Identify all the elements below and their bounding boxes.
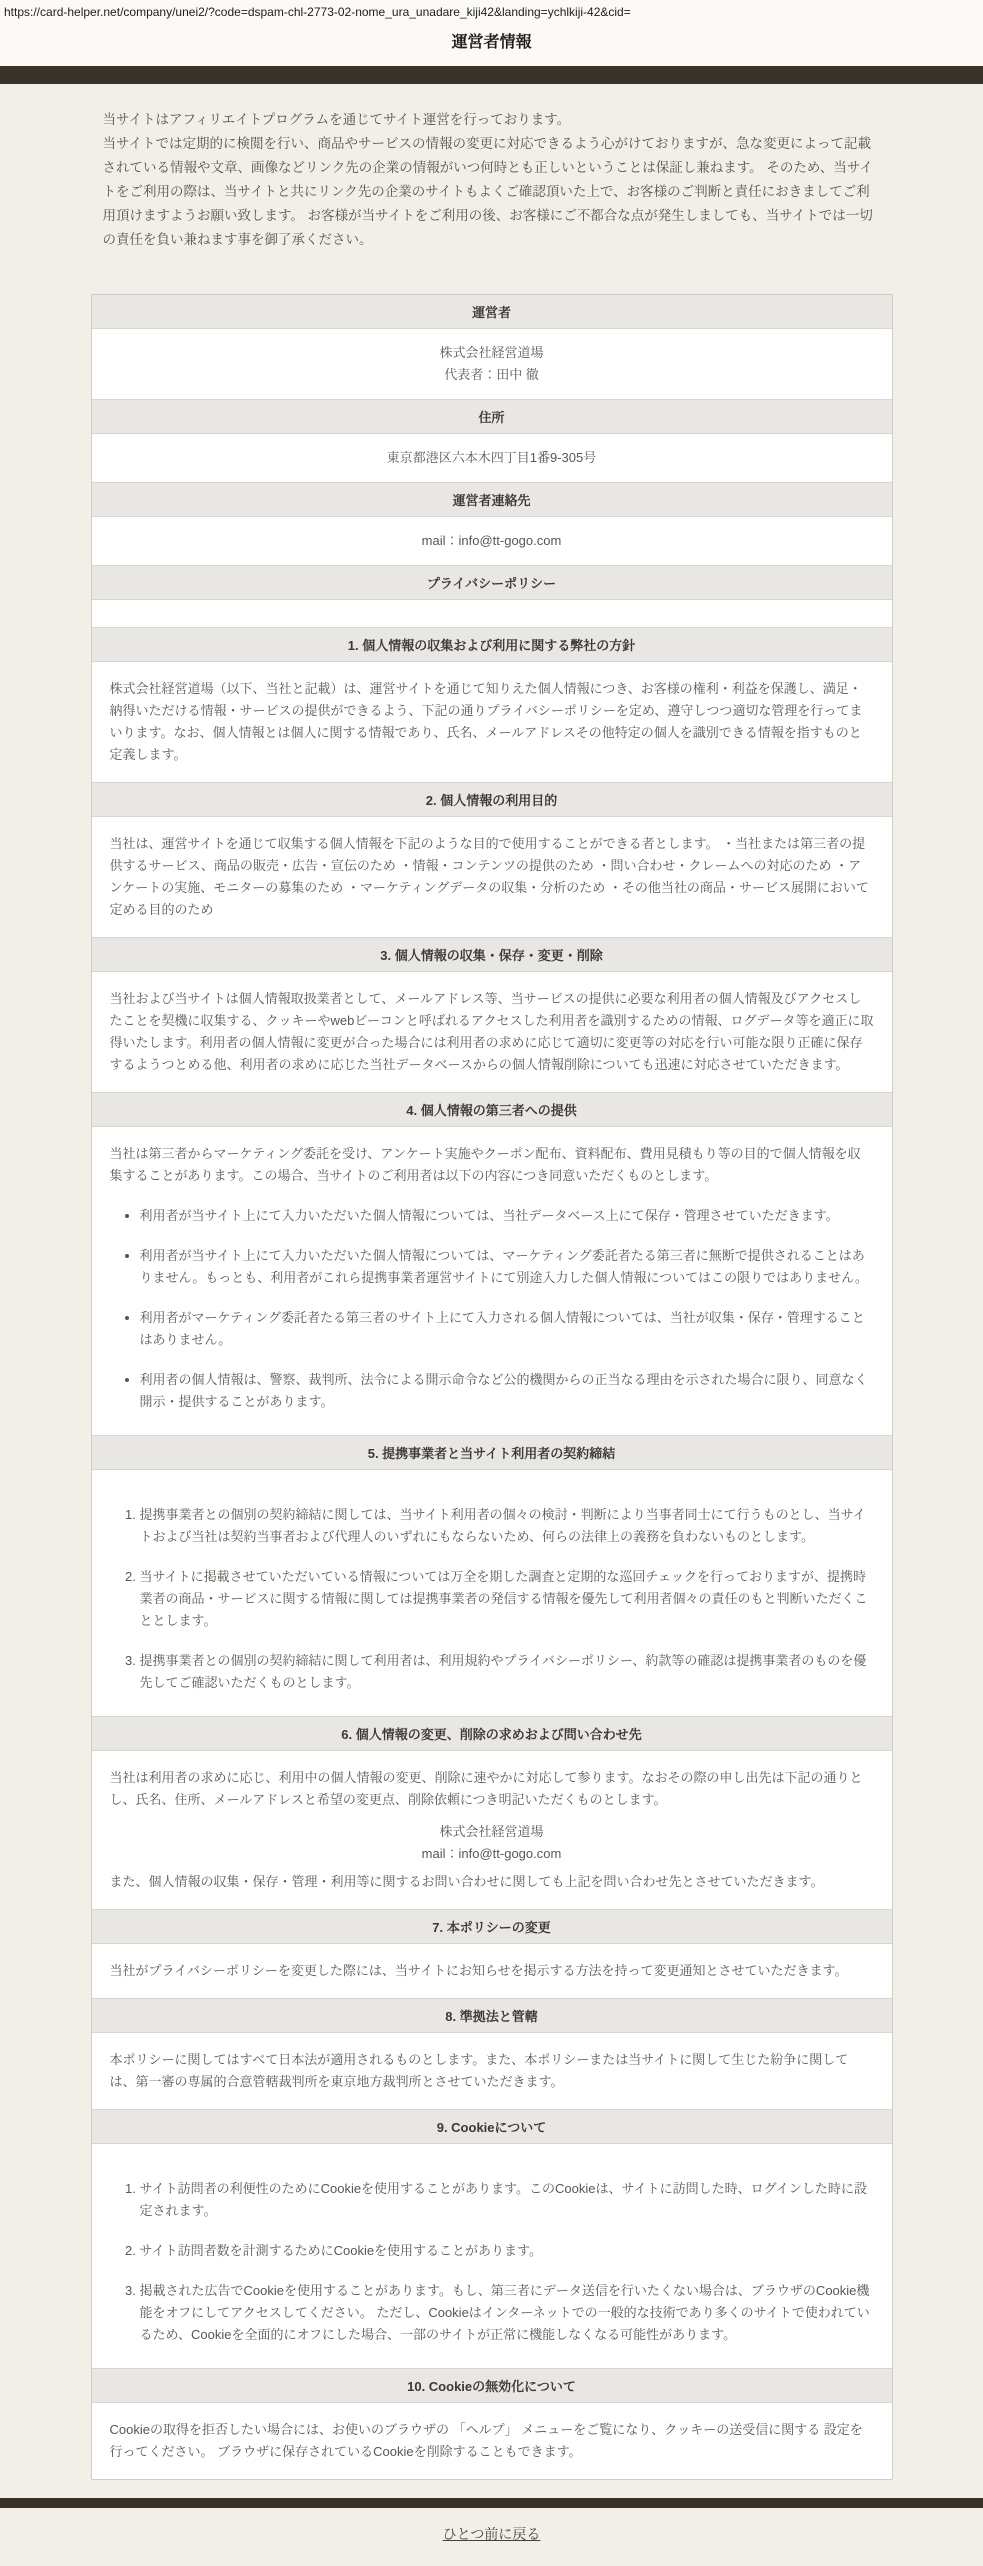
- section-header-row: 6. 個人情報の変更、削除の求めおよび問い合わせ先: [92, 1717, 892, 1751]
- section-header-row: 4. 個人情報の第三者への提供: [92, 1093, 892, 1127]
- intro-paragraph: [91, 84, 893, 252]
- section-paragraph: 当社がプライバシーポリシーを変更した際には、当サイトにお知らせを掲示する方法を持って変更通知とさせていただきます。: [109, 1963, 848, 1978]
- section-paragraph: 当社および当サイトは個人情報取扱業者として、メールアドレス等、当サービスの提供に必要な利用者の個人情報及びアクセスしたことを契機に収集する、クッキーやwebビーコンと呼ばれるアクセスした利用者を識別するための情報、ログデータ等を適正に取得いたします。利用者の個人情報に変更が合った場合には利用者の求めに応じて適切に変更等の対応を行い可能な限り正確に保存するようつとめる他、利用者の求めに応じた当社データベースからの個人情報削除についても迅速に対応させていただきます。: [109, 991, 874, 1072]
- centered-value-row: [92, 517, 892, 566]
- section-header-row: プライバシーポリシー: [92, 566, 892, 600]
- section-text-row: [92, 1944, 892, 1999]
- bullet-item: • 利用者がマーケティング委託者たる第三者のサイト上にて入力される個人情報については、当社が収集・保存・管理することはありません。: [140, 1307, 874, 1351]
- section-text-row: [92, 817, 892, 938]
- contact-center-block: [110, 1821, 874, 1865]
- section-paragraph: 株式会社経営道場（以下、当社と記載）は、運営サイトを通じて知りえた個人情報につき、お客様の権利・利益を保護し、満足・納得いただける情報・サービスの提供ができるよう、下記の通りプライバシーポリシーを定め、遵守しつつ適切な管理を行ってまいります。なお、個人情報とは個人に関する情報であり、氏名、メールアドレスその他特定の個人を識別できる情報を指すものと定義します。: [109, 681, 863, 762]
- bottom-divider-bar: [0, 2498, 983, 2508]
- section-text-row: [92, 662, 892, 783]
- contact-row: [92, 1751, 892, 1910]
- section-header-row: 2. 個人情報の利用目的: [92, 783, 892, 817]
- numbered-item: 1. サイト訪問者の利便性のためにCookieを使用することがあります。このCookieは、サイトに訪問した時、ログインした時に設定されます。: [140, 2178, 874, 2222]
- bullet-item: • 利用者が当サイト上にて入力いただいた個人情報については、当社データベース上にて保存・管理させていただきます。: [140, 1205, 874, 1227]
- section-header-row: 1. 個人情報の収集および利用に関する弊社の方針: [92, 628, 892, 662]
- section-header-row: 10. Cookieの無効化について: [92, 2369, 892, 2403]
- numbered-list: [110, 2178, 874, 2346]
- section-paragraph: Cookieの取得を拒否したい場合には、お使いのブラウザの 「ヘルプ」 メニューをご覧になり、クッキーの送受信に関する 設定を行ってください。 ブラウザに保存されているCookieを削除することもできます。: [109, 2422, 863, 2459]
- section-paragraph: 本ポリシーに関してはすべて日本法が適用されるものとします。また、本ポリシーまたは当サイトに関して生じた紛争に関しては、第一審の専属的合意管轄裁判所を東京地方裁判所とさせていただきます。: [109, 2052, 849, 2089]
- value-line: 代表者：田中 徹: [444, 367, 539, 382]
- bullet-list: [110, 1205, 874, 1413]
- bullet-item: • 利用者が当サイト上にて入力いただいた個人情報については、マーケティング委託者たる第三者に無断で提供されることはありません。もっとも、利用者がこれら提携事業者運営サイトにて別途入力した個人情報についてはこの限りではありません。: [140, 1245, 874, 1289]
- page-header: [0, 0, 983, 66]
- section-header-row: 3. 個人情報の収集・保存・変更・削除: [92, 938, 892, 972]
- section-paragraph: また、個人情報の収集・保存・管理・利用等に関するお問い合わせに関しても上記を問い合わせ先とさせていただきます。: [109, 1874, 824, 1889]
- section-paragraph: 当社は利用者の求めに応じ、利用中の個人情報の変更、削除に速やかに対応して参ります。なおその際の申し出先は下記の通りとし、氏名、住所、メールアドレスと希望の変更点、削除依頼につき明記いただくものとします。: [109, 1770, 863, 1807]
- section-header-row: 運営者: [92, 295, 892, 329]
- section-numbered-row: [92, 1470, 892, 1717]
- section-text-row: [92, 2403, 892, 2479]
- centered-value-row: [92, 434, 892, 483]
- numbered-list: [110, 1504, 874, 1694]
- section-text-row: [92, 2033, 892, 2110]
- contact-line: 株式会社経営道場: [439, 1824, 544, 1839]
- back-link[interactable]: ひとつ前に戻る: [442, 2526, 541, 2542]
- section-text-row: [92, 972, 892, 1093]
- numbered-item: 1. 提携事業者との個別の契約締結に関しては、当サイト利用者の個々の検討・判断により当事者同士にて行うものとし、当サイトおよび当社は契約当事者および代理人のいずれにもならないため、何らの法律上の義務を負わないものとします。: [140, 1504, 874, 1548]
- top-divider-bar: [0, 66, 983, 84]
- intro-line-1: 当サイトはアフィリエイトプログラムを通じてサイト運営を行っております。: [102, 112, 571, 127]
- footer-link-area: [0, 2508, 983, 2566]
- value-line: 株式会社経営道場: [439, 345, 544, 360]
- section-paragraph: 当社は第三者からマーケティング委託を受け、アンケート実施やクーポン配布、資料配布、費用見積もり等の目的で個人情報を収集することがあります。この場合、当サイトのご利用者は以下の内容につき同意いただくものとします。: [109, 1146, 861, 1183]
- section-bullets-row: [92, 1127, 892, 1436]
- empty-row: [92, 600, 892, 628]
- contact-line: mail：info@tt-gogo.com: [421, 1846, 562, 1861]
- section-header-row: 住所: [92, 400, 892, 434]
- section-header-row: 7. 本ポリシーの変更: [92, 1910, 892, 1944]
- numbered-item: 3. 掲載された広告でCookieを使用することがあります。もし、第三者にデータ送信を行いたくない場合は、ブラウザのCookie機能をオフにしてアクセスしてください。 ただし、Cookieはインターネットでの一般的な技術であり多くのサイトで使われているため、Cookieを全面的にオフにした場合、一部のサイトが正常に機能しなくなる可能性があります。: [140, 2280, 874, 2346]
- page-footer: [0, 2498, 983, 2566]
- numbered-item: 2. サイト訪問者数を計測するためにCookieを使用することがあります。: [140, 2240, 874, 2262]
- value-line: mail：info@tt-gogo.com: [421, 533, 562, 548]
- numbered-item: 2. 当サイトに掲載させていただいている情報については万全を期した調査と定期的な巡回チェックを行っておりますが、提携時業者の商品・サービスに関する情報に関しては提携事業者の発信する情報を優先して利用者個々の責任のもと判断いただくこととします。: [140, 1566, 874, 1632]
- centered-value-row: [92, 329, 892, 400]
- section-numbered-row: [92, 2144, 892, 2369]
- bullet-item: • 利用者の個人情報は、警察、裁判所、法令による開示命令など公的機関からの正当なる理由を示された場合に限り、同意なく開示・提供することがあります。: [140, 1369, 874, 1413]
- section-header-row: 運営者連絡先: [92, 483, 892, 517]
- numbered-item: 3. 提携事業者との個別の契約締結に関して利用者は、利用規約やプライバシーポリシー、約款等の確認は提携事業者のものを優先してご確認いただくものとします。: [140, 1650, 874, 1694]
- page-title: 運営者情報: [451, 34, 532, 51]
- section-header-row: 9. Cookieについて: [92, 2110, 892, 2144]
- section-header-row: 5. 提携事業者と当サイト利用者の契約締結: [92, 1436, 892, 1470]
- section-header-row: 8. 準拠法と管轄: [92, 1999, 892, 2033]
- intro-line-2: 当サイトでは定期的に検閲を行い、商品やサービスの情報の変更に対応できるよう心がけておりますが、急な変更によって記載されている情報や文章、画像などリンク先の企業の情報がいつ何時とも正しいということは保証し兼ねます。 そのため、当サイトをご利用の際は、当サイトと共にリンク先の企業のサイトもよくご確認頂いた上で、お客様のご判断と責任におきましてご利用頂けますようお願い致します。 お客様が当サイトをご利用の後、お客様にご不都合な点が発生しましても、当サイトでは一切の責任を負い兼ねます事を御了承ください。: [102, 136, 873, 247]
- value-line: 東京都港区六本木四丁目1番9-305号: [386, 450, 597, 465]
- info-table: [91, 294, 893, 2480]
- section-paragraph: 当社は、運営サイトを通じて収集する個人情報を下記のような目的で使用することができる者とします。 ・当社または第三者の提供するサービス、商品の販売・広告・宣伝のため ・情報・コンテンツの提供のため ・問い合わせ・クレームへの対応のため ・アンケートの実施、モニターの募集のため ・マーケティングデータの収集・分析のため ・その他当社の商品・サービス展開において定める目的のため: [109, 836, 869, 917]
- page-url-text: https://card-helper.net/company/unei2/?code=dspam-chl-2773-02-nome_ura_unadare_kiji42&landing=ychlkiji-42&cid=: [4, 5, 631, 19]
- main-content: [91, 84, 893, 2480]
